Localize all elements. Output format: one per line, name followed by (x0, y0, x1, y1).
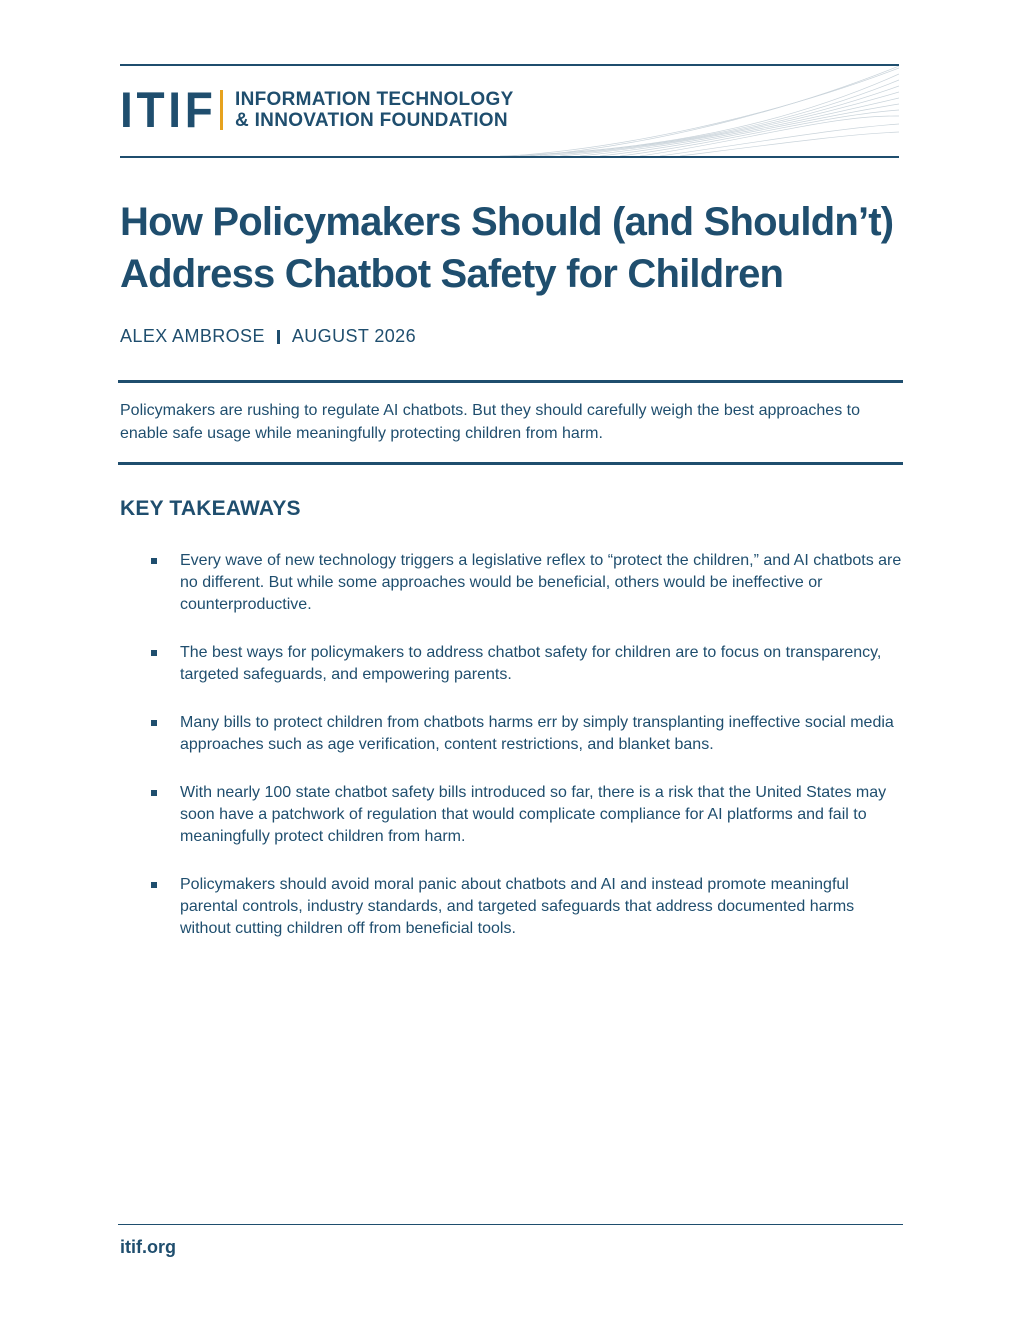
publication-date: AUGUST 2026 (291, 326, 416, 346)
organization-name (235, 89, 514, 131)
byline-separator (277, 330, 280, 344)
header-wave-pattern (500, 66, 899, 156)
itif-logo (120, 82, 514, 138)
list-item (150, 782, 905, 848)
key-takeaways-list (150, 550, 905, 966)
organization-name-line2: & INNOVATION FOUNDATION (235, 110, 508, 131)
square-bullet-icon (151, 650, 157, 656)
square-bullet-icon (151, 882, 157, 888)
square-bullet-icon (151, 790, 157, 796)
footer-site-link[interactable]: itif.org (120, 1237, 176, 1257)
list-item-text: Policymakers should avoid moral panic about chatbots and AI and instead promote meaningful parental controls, industry standards, and targeted safeguards that address documented harms without cutting children off from beneficial tools. (180, 876, 855, 937)
list-item-text: Many bills to protect children from chatbots harms err by simply transplanting ineffective social media approaches such as age verification, content restrictions, and blanket bans. (180, 714, 894, 753)
list-item (150, 550, 905, 616)
title-line-2: Address Chatbot Safety for Children (120, 252, 784, 296)
list-item-text: The best ways for policymakers to address chatbot safety for children are to focus on transparency, targeted safeguards, and empowering parents. (180, 644, 882, 683)
square-bullet-icon (151, 720, 157, 726)
footer-rule (118, 1224, 903, 1225)
summary-top-rule (118, 380, 903, 383)
header-bottom-rule (120, 156, 899, 158)
list-item (150, 874, 905, 940)
page-title (120, 196, 910, 300)
list-item-text: With nearly 100 state chatbot safety bills introduced so far, there is a risk that the United States may soon have a patchwork of regulation that would complicate compliance for AI platforms and fail to meaningfully protect children from harm. (180, 784, 887, 845)
author: ALEX AMBROSE (120, 326, 265, 346)
list-item (150, 712, 905, 756)
title-line-1: How Policymakers Should (and Shouldn’t) (120, 200, 894, 244)
list-item-text: Every wave of new technology triggers a legislative reflex to “protect the children,” and AI chatbots are no different. But while some approaches would be beneficial, others would be ineffective or counterproductive. (180, 552, 902, 613)
logo-wordmark: ITIF (120, 82, 217, 138)
square-bullet-icon (151, 558, 157, 564)
summary-bottom-rule (118, 462, 903, 465)
summary-text: Policymakers are rushing to regulate AI chatbots. But they should carefully weigh the best approaches to enable safe usage while meaningfully protecting children from harm. (120, 402, 860, 442)
logo-divider (220, 90, 223, 130)
byline (120, 326, 416, 347)
list-item (150, 642, 905, 686)
organization-name-line1: INFORMATION TECHNOLOGY (235, 89, 514, 110)
key-takeaways-heading: KEY TAKEAWAYS (120, 497, 301, 520)
